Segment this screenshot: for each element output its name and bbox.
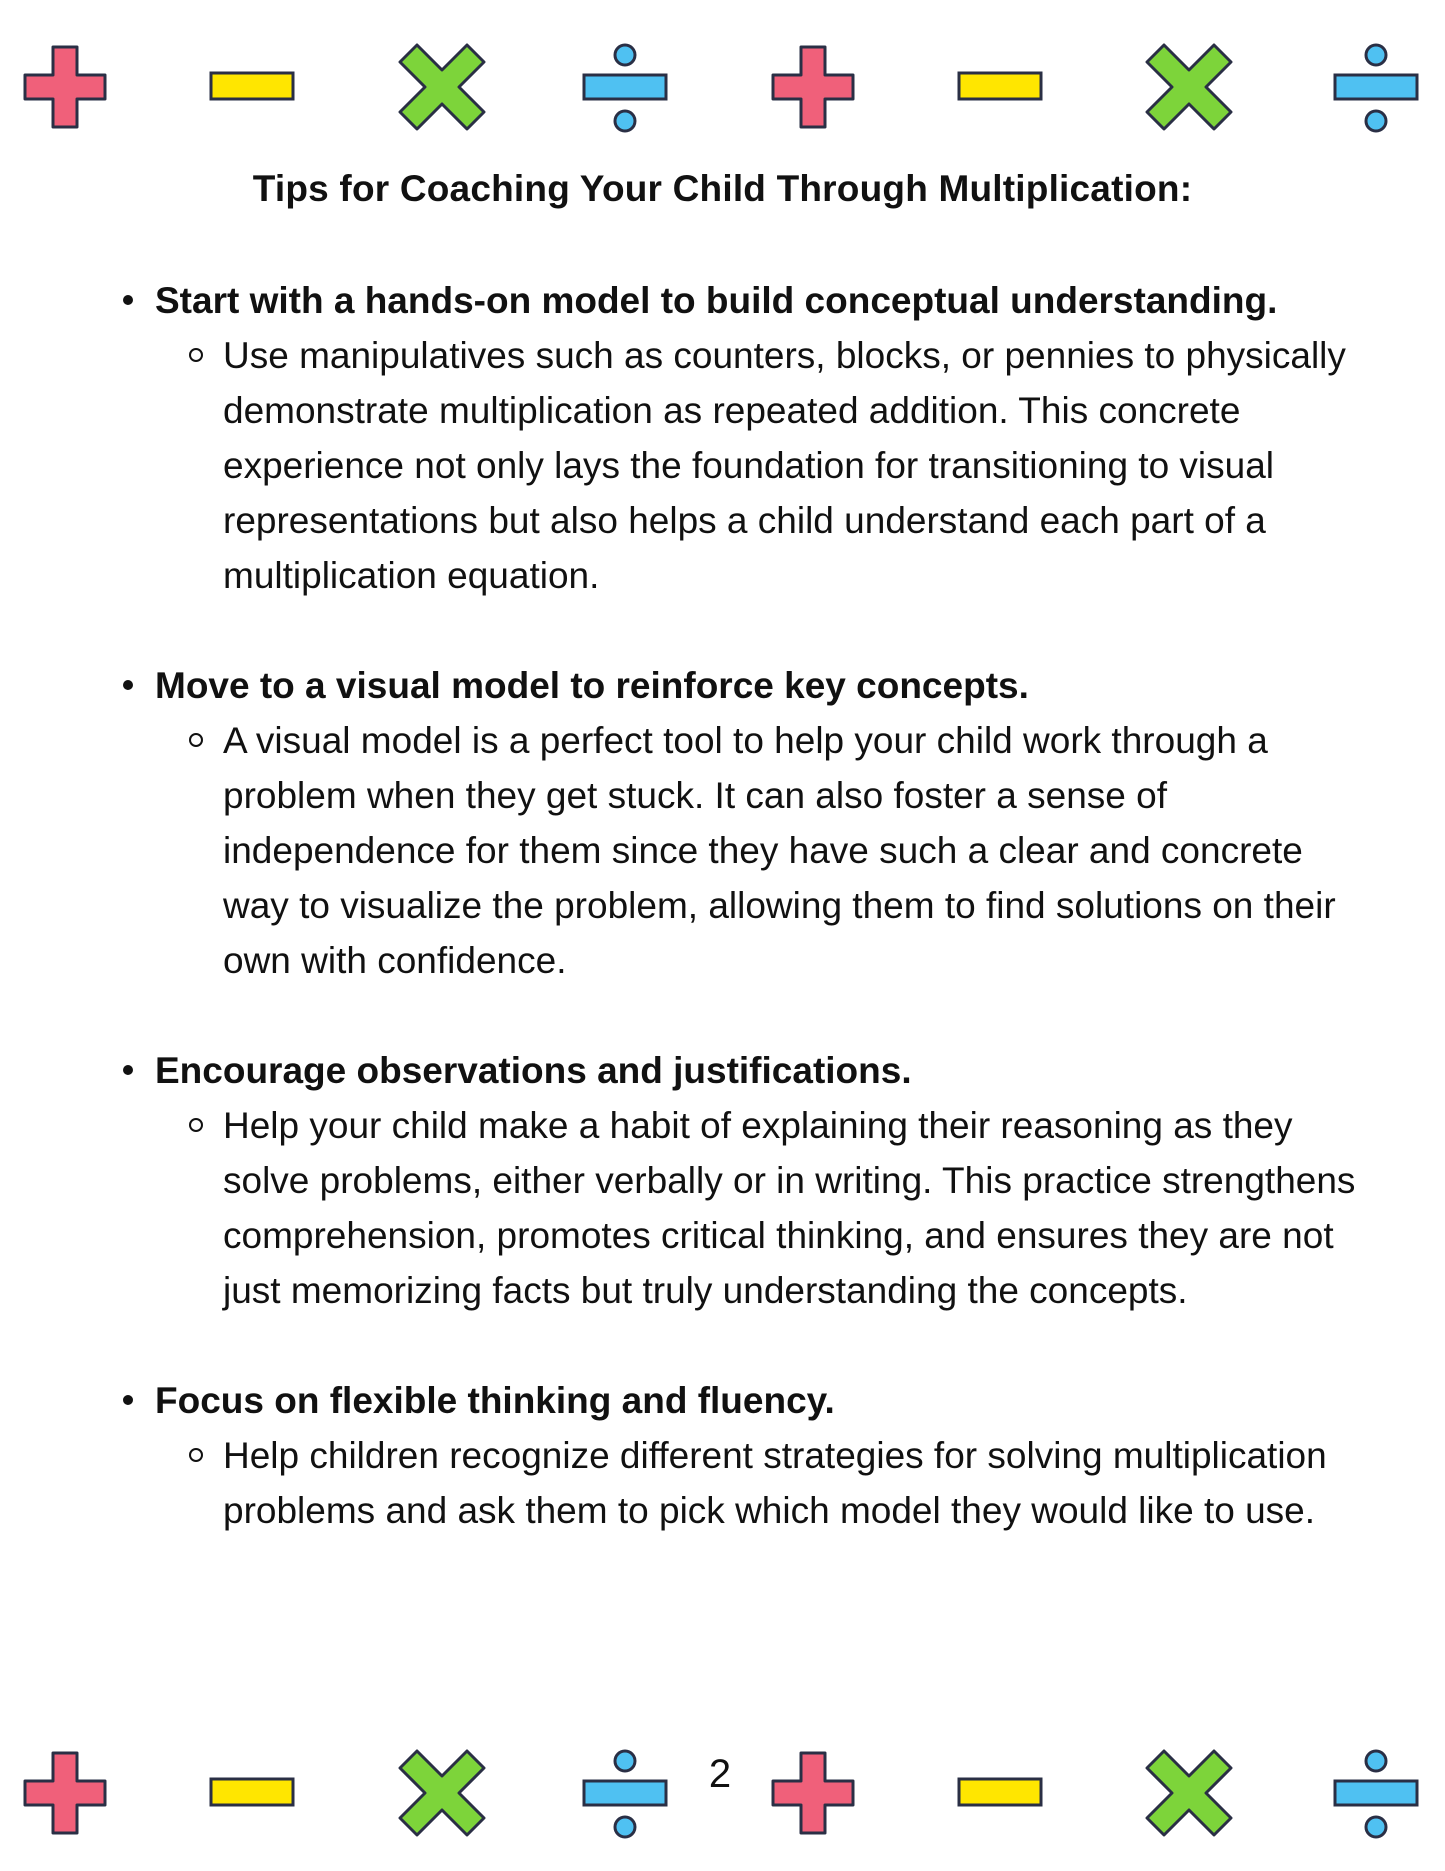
plus-icon (758, 32, 868, 142)
tip-heading (155, 273, 1365, 328)
tip-detail-text: Use manipulatives such as counters, blocks, or pennies to physically demonstrate multiplication as repeated addition. This concrete experience not only lays the foundation for transitioning to visual representations but also helps a child understand each part of a multiplication equation. (223, 335, 1346, 596)
minus-icon (945, 32, 1055, 142)
page-number: 2 (708, 1752, 732, 1796)
times-icon (387, 32, 497, 142)
bullet-circle-icon (189, 348, 203, 362)
plus-icon (10, 1738, 120, 1848)
tip-heading-text: Encourage observations and justifications. (155, 1050, 912, 1091)
tip-detail (223, 713, 1365, 988)
page-title: Tips for Coaching Your Child Through Multiplication: (252, 168, 1193, 209)
divide-icon (570, 1738, 680, 1848)
tips-list (155, 273, 1365, 1593)
plus-icon (10, 32, 120, 142)
tip-heading-text: Focus on flexible thinking and fluency. (155, 1380, 835, 1421)
tip-item (155, 658, 1365, 988)
bullet-dot-icon (123, 295, 133, 305)
tip-heading (155, 1043, 1365, 1098)
minus-icon (197, 1738, 307, 1848)
bullet-dot-icon (123, 1065, 133, 1075)
minus-icon (945, 1738, 1055, 1848)
tip-detail-text: A visual model is a perfect tool to help your child work through a problem when they get stuck. It can also foster a sense of independence for them since they have such a clear and concrete way to visualize the problem, allowing them to find solutions on their own with confidence. (223, 720, 1336, 981)
top-symbol-border (0, 32, 1445, 142)
divide-icon (570, 32, 680, 142)
bullet-circle-icon (189, 733, 203, 747)
bullet-dot-icon (123, 1395, 133, 1405)
tip-heading-text: Move to a visual model to reinforce key concepts. (155, 665, 1029, 706)
bullet-circle-icon (189, 1448, 203, 1462)
tip-item (155, 1043, 1365, 1318)
tip-heading (155, 1373, 1365, 1428)
tip-detail (223, 1098, 1365, 1318)
tip-heading (155, 658, 1365, 713)
tip-item (155, 1373, 1365, 1538)
times-icon (1134, 1738, 1244, 1848)
plus-icon (758, 1738, 868, 1848)
tip-heading-text: Start with a hands-on model to build conceptual understanding. (155, 280, 1278, 321)
bullet-circle-icon (189, 1118, 203, 1132)
tip-detail (223, 328, 1365, 603)
divide-icon (1321, 32, 1431, 142)
minus-icon (197, 32, 307, 142)
divide-icon (1321, 1738, 1431, 1848)
tip-detail (223, 1428, 1365, 1538)
bullet-dot-icon (123, 680, 133, 690)
tip-item (155, 273, 1365, 603)
times-icon (387, 1738, 497, 1848)
times-icon (1134, 32, 1244, 142)
tip-detail-text: Help your child make a habit of explaining their reasoning as they solve problems, either verbally or in writing. This practice strengthens comprehension, promotes critical thinking, and ensures they are not just memorizing facts but truly understanding the concepts. (223, 1105, 1356, 1311)
tip-detail-text: Help children recognize different strategies for solving multiplication problems and ask them to pick which model they would like to use. (223, 1435, 1327, 1531)
